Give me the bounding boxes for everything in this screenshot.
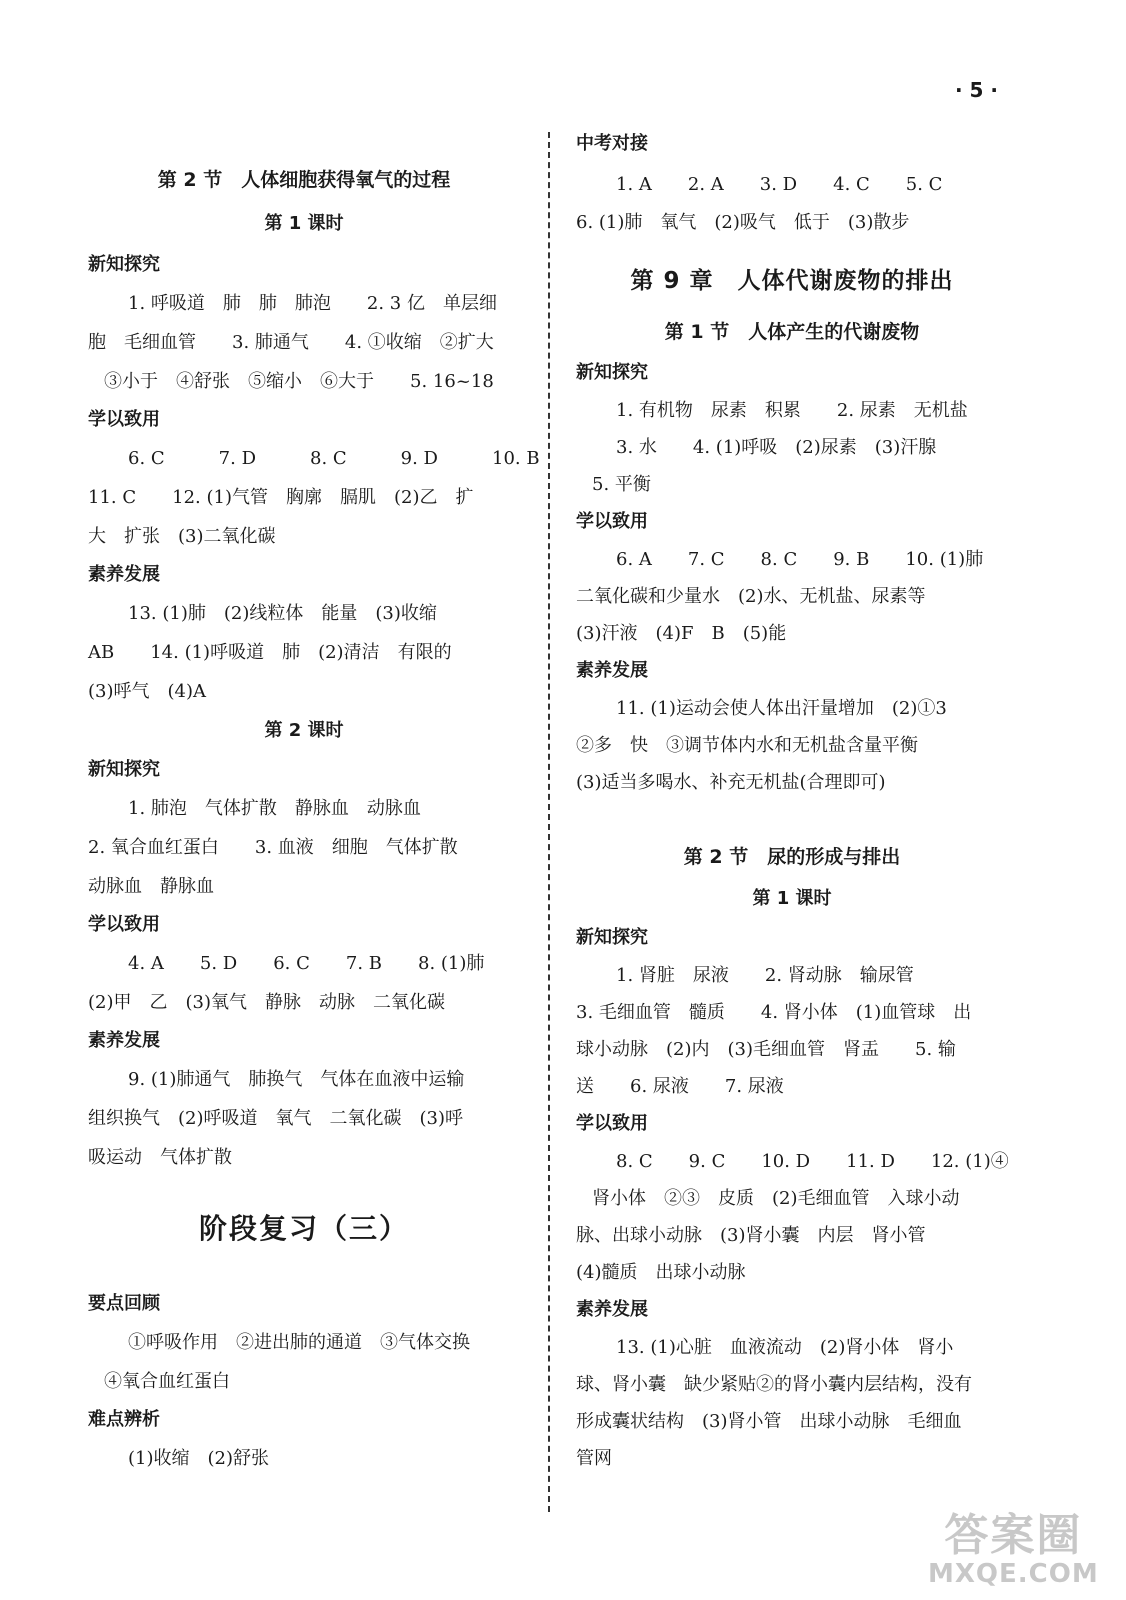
answer-line: 9. (1)肺通气 肺换气 气体在血液中运输 <box>128 1069 465 1090</box>
left-column <box>88 132 540 1478</box>
heading-xueyi: 学以致用 <box>88 914 160 935</box>
lesson-title: 第 1 课时 <box>264 213 344 234</box>
answer-line: 5. 平衡 <box>592 474 651 495</box>
heading-xueyi: 学以致用 <box>576 1113 648 1134</box>
answer-line: 2. 氧合血红蛋白 3. 血液 细胞 气体扩散 <box>88 837 458 858</box>
answer-line: 8. C 9. C 10. D 11. D 12. (1)④ <box>616 1151 1009 1172</box>
answer-line: 13. (1)肺 (2)线粒体 能量 (3)收缩 <box>128 603 437 624</box>
answer-line: 6. A 7. C 8. C 9. B 10. (1)肺 <box>616 549 984 570</box>
watermark-logo <box>928 1512 1099 1589</box>
answer-line: 管网 <box>576 1448 612 1469</box>
answer-line: (3)呼气 (4)A <box>88 681 206 702</box>
answer-line: (2)甲 乙 (3)氧气 静脉 动脉 二氧化碳 <box>88 992 445 1013</box>
stage-review-title: 阶段复习（三） <box>198 1212 409 1245</box>
answer-line: 大 扩张 (3)二氧化碳 <box>88 526 276 547</box>
answer-line: (1)收缩 (2)舒张 <box>128 1448 269 1469</box>
heading-zhongkao: 中考对接 <box>576 133 648 154</box>
heading-xinzhi: 新知探究 <box>576 362 648 383</box>
column-divider <box>548 132 550 1512</box>
answer-line: 6. C 7. D 8. C 9. D 10. B <box>128 448 540 469</box>
watermark-chinese: 答案圈 <box>944 1510 1083 1561</box>
answer-line: 肾小体 ②③ 皮质 (2)毛细血管 入球小动 <box>592 1188 960 1209</box>
answer-line: 13. (1)心脏 血液流动 (2)肾小体 肾小 <box>616 1337 954 1358</box>
answer-line: 动脉血 静脉血 <box>88 876 214 897</box>
section-title: 第 2 节 尿的形成与排出 <box>683 846 901 868</box>
answer-line: 1. 肺泡 气体扩散 静脉血 动脉血 <box>128 798 421 819</box>
answer-line: AB 14. (1)呼吸道 肺 (2)清洁 有限的 <box>88 642 452 663</box>
answer-line: 11. C 12. (1)气管 胸廓 膈肌 (2)乙 扩 <box>88 487 474 508</box>
heading-suyang: 素养发展 <box>88 564 160 585</box>
answer-line: ②多 快 ③调节体内水和无机盐含量平衡 <box>576 735 918 756</box>
answer-line: 1. 呼吸道 肺 肺 肺泡 2. 3 亿 单层细 <box>128 293 497 314</box>
answer-line: 球、肾小囊 缺少紧贴②的肾小囊内层结构，没有 <box>576 1374 972 1395</box>
heading-xueyi: 学以致用 <box>576 511 648 532</box>
answer-line: ③小于 ④舒张 ⑤缩小 ⑥大于 5. 16~18 <box>104 371 494 392</box>
answer-line: 送 6. 尿液 7. 尿液 <box>576 1076 784 1097</box>
answer-line: 球小动脉 (2)内 (3)毛细血管 肾盂 5. 输 <box>576 1039 956 1060</box>
answer-line: 3. 毛细血管 髓质 4. 肾小体 (1)血管球 出 <box>576 1002 972 1023</box>
answer-line: (3)适当多喝水、补充无机盐(合理即可) <box>576 772 886 793</box>
answer-line: ①呼吸作用 ②进出肺的通道 ③气体交换 <box>128 1332 470 1353</box>
answer-line: 1. 肾脏 尿液 2. 肾动脉 输尿管 <box>616 965 914 986</box>
answer-line: 脉、出球小动脉 (3)肾小囊 内层 肾小管 <box>576 1225 926 1246</box>
answer-line: 1. A 2. A 3. D 4. C 5. C <box>616 174 943 195</box>
answer-line: 4. A 5. D 6. C 7. B 8. (1)肺 <box>128 953 485 974</box>
heading-xueyi: 学以致用 <box>88 409 160 430</box>
answer-line: 吸运动 气体扩散 <box>88 1147 232 1168</box>
answer-line: ④氧合血红蛋白 <box>104 1371 230 1392</box>
lesson-title: 第 1 课时 <box>752 888 832 909</box>
heading-nandian: 难点辨析 <box>88 1409 160 1430</box>
page-number: · 5 · <box>954 78 998 102</box>
answer-line: (4)髓质 出球小动脉 <box>576 1262 746 1283</box>
heading-suyang: 素养发展 <box>88 1030 160 1051</box>
answer-line: 11. (1)运动会使人体出汗量增加 (2)①3 <box>616 698 947 719</box>
lesson-title: 第 2 课时 <box>264 720 344 741</box>
heading-xinzhi: 新知探究 <box>576 927 648 948</box>
heading-suyang: 素养发展 <box>576 660 648 681</box>
watermark-site: MXQE.COM <box>928 1559 1099 1590</box>
heading-yaodian: 要点回顾 <box>88 1293 160 1314</box>
heading-suyang: 素养发展 <box>576 1299 648 1320</box>
answer-line: 6. (1)肺 氧气 (2)吸气 低于 (3)散步 <box>576 212 910 233</box>
section-title: 第 2 节 人体细胞获得氧气的过程 <box>157 169 451 191</box>
answer-line: 组织换气 (2)呼吸道 氧气 二氧化碳 (3)呼 <box>88 1108 463 1129</box>
answer-line: 胞 毛细血管 3. 肺通气 4. ①收缩 ②扩大 <box>88 332 494 353</box>
section-title: 第 1 节 人体产生的代谢废物 <box>664 321 920 343</box>
answer-line: 3. 水 4. (1)呼吸 (2)尿素 (3)汗腺 <box>616 437 937 458</box>
heading-xinzhi: 新知探究 <box>88 759 160 780</box>
answer-line: 二氧化碳和少量水 (2)水、无机盐、尿素等 <box>576 586 926 607</box>
answer-line: (3)汗液 (4)F B (5)能 <box>576 623 787 644</box>
answer-line: 形成囊状结构 (3)肾小管 出球小动脉 毛细血 <box>576 1411 962 1432</box>
answer-line: 1. 有机物 尿素 积累 2. 尿素 无机盐 <box>616 400 968 421</box>
chapter-title: 第 9 章 人体代谢废物的排出 <box>630 268 954 294</box>
right-column <box>576 132 1008 1477</box>
heading-xinzhi: 新知探究 <box>88 254 160 275</box>
